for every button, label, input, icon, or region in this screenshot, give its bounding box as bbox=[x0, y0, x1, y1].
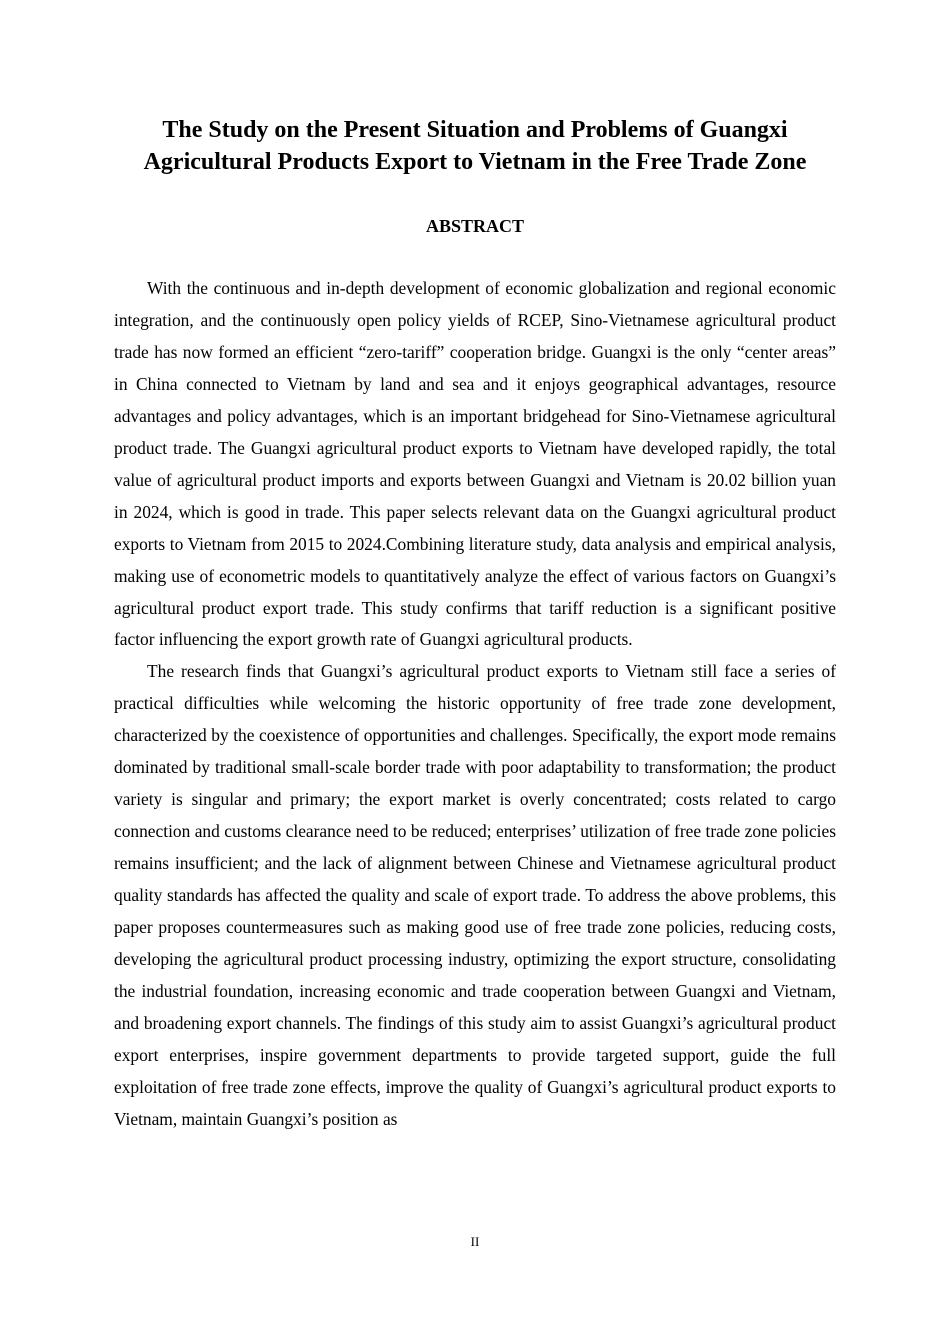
paper-title bbox=[100, 114, 850, 178]
abstract-paragraph-1: With the continuous and in-depth development of economic globalization and regional economic integration, and the continuously open policy yields of RCEP, Sino-Vietnamese agricultural product trade has now formed an efficient “zero-tariff” cooperation bridge. Guangxi is the only “center areas” in China connected to Vietnam by land and sea and it enjoys geographical advantages, resource advantages and policy advantages, which is an important bridgehead for Sino-Vietnamese agricultural product trade. The Guangxi agricultural product exports to Vietnam have developed rapidly, the total value of agricultural product imports and exports between Guangxi and Vietnam is 20.02 billion yuan in 2024, which is good in trade. This paper selects relevant data on the Guangxi agricultural product exports to Vietnam from 2015 to 2024.Combining literature study, data analysis and empirical analysis, making use of econometric models to quantitatively analyze the effect of various factors on Guangxi’s agricultural product export trade. This study confirms that tariff reduction is a significant positive factor influencing the export growth rate of Guangxi agricultural products. bbox=[114, 278, 836, 650]
paper-title-line-2: Agricultural Products Export to Vietnam in the Free Trade Zone bbox=[143, 149, 807, 175]
abstract-body bbox=[114, 273, 836, 1136]
abstract-heading: ABSTRACT bbox=[425, 216, 525, 236]
page-number: II bbox=[470, 1234, 480, 1249]
abstract-paragraph-2: The research finds that Guangxi’s agricultural product exports to Vietnam still face a series of practical difficulties while welcoming the historic opportunity of free trade zone development, characterized by the coexistence of opportunities and challenges. Specifically, the export mode remains dominated by traditional small-scale border trade with poor adaptability to transformation; the product variety is singular and primary; the export market is overly concentrated; costs related to cargo connection and customs clearance need to be reduced; enterprises’ utilization of free trade zone policies remains insufficient; and the lack of alignment between Chinese and Vietnamese agricultural product quality standards has affected the quality and scale of export trade. To address the above problems, this paper proposes countermeasures such as making good use of free trade zone policies, reducing costs, developing the agricultural product processing industry, optimizing the export structure, consolidating the industrial foundation, increasing economic and trade cooperation between Guangxi and Vietnam, and broadening export channels. The findings of this study aim to assist Guangxi’s agricultural product export enterprises, inspire government departments to provide targeted support, guide the full exploitation of free trade zone effects, improve the quality of Guangxi’s agricultural product exports to Vietnam, maintain Guangxi’s position as bbox=[114, 661, 836, 1129]
paper-title-line-1: The Study on the Present Situation and Problems of Guangxi bbox=[162, 117, 788, 143]
